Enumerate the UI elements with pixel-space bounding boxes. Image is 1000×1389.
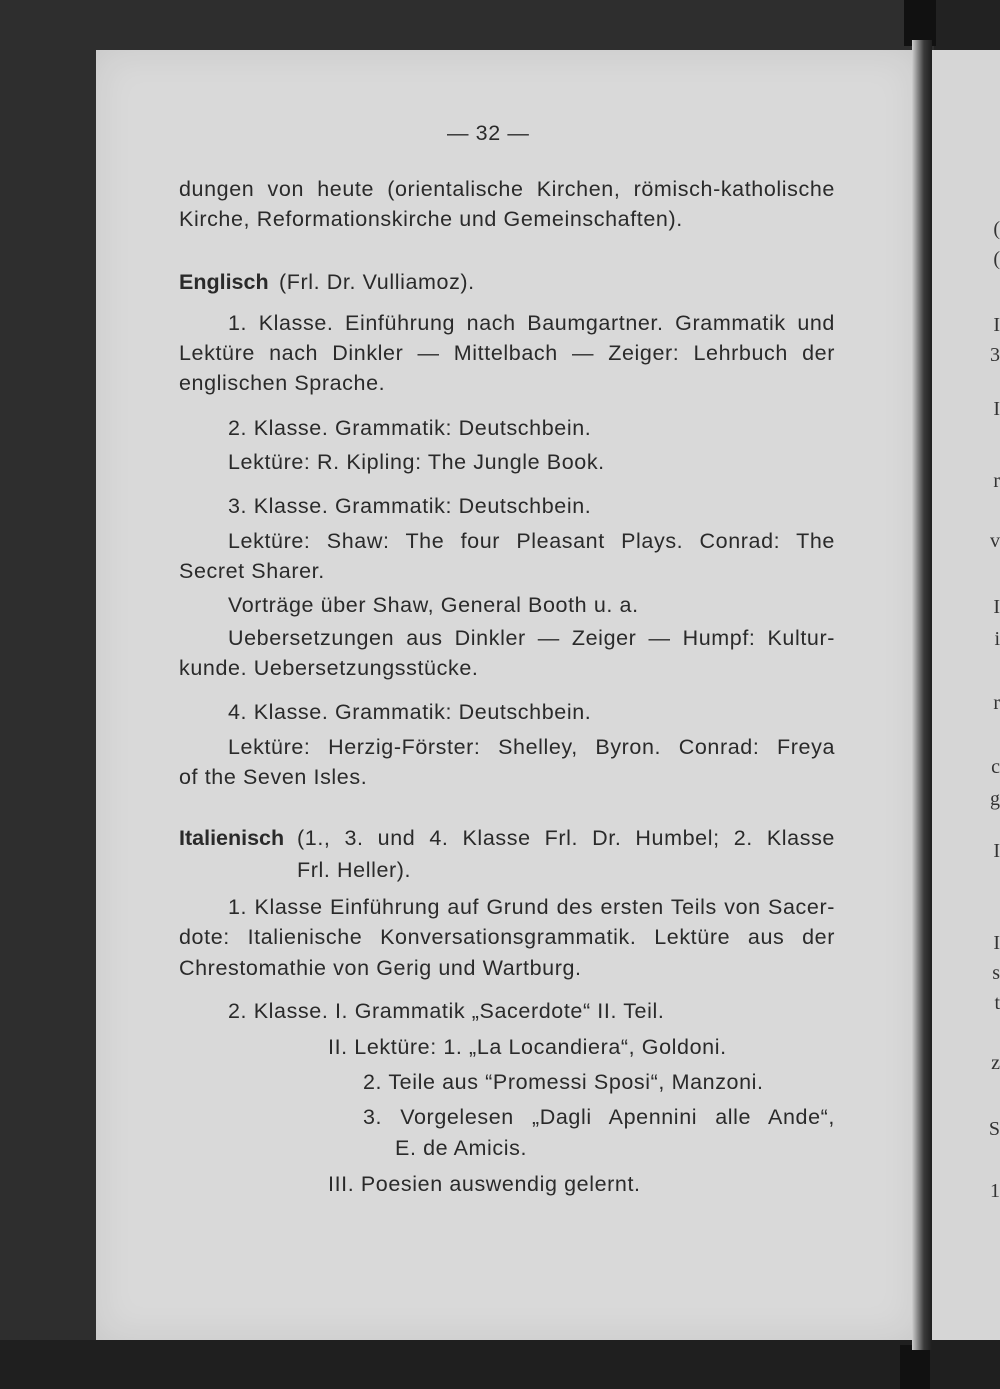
paragraph-line: Lektüre: Herzig-Förster: Shelley, Byron. Conrad: Freya <box>228 735 835 759</box>
paragraph-line: III. Poesien auswendig gelernt. <box>328 1172 641 1196</box>
paragraph-line: Lektüre: Shaw: The four Pleasant Plays. Conrad: The <box>228 529 835 553</box>
next-page-fragment: r <box>993 692 1000 714</box>
section-heading-italienisch: Italienisch <box>179 826 285 850</box>
paragraph-line: Lektüre nach Dinkler — Mittelbach — Zeiger: Lehrbuch der <box>179 341 835 365</box>
next-page-fragment: g <box>990 788 1000 810</box>
book-gutter <box>912 40 932 1350</box>
paragraph-line: II. Lektüre: 1. „La Locandiera“, Goldoni. <box>328 1035 727 1059</box>
paragraph-line: dungen von heute (orientalische Kirchen, römisch-katholische <box>179 177 835 201</box>
paragraph-line: 3. Klasse. Grammatik: Deutschbein. <box>228 494 592 518</box>
paragraph-line: 1. Klasse. Einführung nach Baumgartner. Grammatik und <box>228 311 835 335</box>
next-page-fragment: t <box>994 992 1000 1014</box>
next-page-edge <box>932 50 1000 1340</box>
next-page-fragment: I <box>993 398 1000 420</box>
next-page-fragment: ( <box>993 248 1000 270</box>
next-page-fragment: I <box>993 314 1000 336</box>
section-teacher: (1., 3. und 4. Klasse Frl. Dr. Humbel; 2. Klasse <box>297 826 835 850</box>
paragraph-line: 4. Klasse. Grammatik: Deutschbein. <box>228 700 592 724</box>
next-page-fragment: S <box>988 1118 1000 1140</box>
paragraph-line: kunde. Uebersetzungsstücke. <box>179 656 479 680</box>
next-page-fragment: ( <box>993 218 1000 240</box>
next-page-fragment: I <box>993 596 1000 618</box>
paragraph-line: of the Seven Isles. <box>179 765 368 789</box>
paragraph-line: 2. Klasse. Grammatik: Deutschbein. <box>228 416 592 440</box>
paragraph-line: dote: Italienische Konversationsgrammatik. Lektüre aus der <box>179 925 835 949</box>
section-heading-englisch: Englisch <box>179 270 269 294</box>
next-page-fragment: r <box>993 470 1000 492</box>
paragraph-line: 1. Klasse Einführung auf Grund des ersten Teils von Sacer- <box>228 895 835 919</box>
scan-edge <box>934 0 1000 50</box>
next-page-fragment: 1 <box>990 1180 1000 1202</box>
next-page-fragment: i <box>994 628 1000 650</box>
binding-tab-bottom <box>900 1345 930 1389</box>
paragraph-line: Chrestomathie von Gerig und Wartburg. <box>179 956 582 980</box>
paragraph-line: Uebersetzungen aus Dinkler — Zeiger — Humpf: Kultur- <box>228 626 835 650</box>
next-page-fragment: z <box>991 1052 1000 1074</box>
paragraph-line: E. de Amicis. <box>395 1136 528 1160</box>
section-teacher: Frl. Heller). <box>297 858 412 882</box>
next-page-fragment: c <box>991 756 1000 778</box>
next-page-fragment: I <box>993 840 1000 862</box>
paragraph-line: 2. Teile aus “Promessi Sposi“, Manzoni. <box>363 1070 764 1094</box>
next-page-fragment: v <box>990 530 1000 552</box>
next-page-fragment: s <box>992 962 1000 984</box>
section-teacher: (Frl. Dr. Vulliamoz). <box>279 270 475 294</box>
paragraph-line: Vorträge über Shaw, General Booth u. a. <box>228 593 639 617</box>
next-page-fragment: 3 <box>990 344 1000 366</box>
next-page-fragment: I <box>993 932 1000 954</box>
paragraph-line: Kirche, Reformationskirche und Gemeinschaften). <box>179 207 683 231</box>
paragraph-line: englischen Sprache. <box>179 371 386 395</box>
page-number: — 32 — <box>447 121 530 145</box>
paragraph-line: Secret Sharer. <box>179 559 325 583</box>
paragraph-line: Lektüre: R. Kipling: The Jungle Book. <box>228 450 605 474</box>
paragraph-line: 2. Klasse. I. Grammatik „Sacerdote“ II. Teil. <box>228 999 665 1023</box>
paragraph-line: 3. Vorgelesen „Dagli Apennini alle Ande“, <box>363 1105 835 1129</box>
scan-edge-bottom <box>0 1340 1000 1389</box>
